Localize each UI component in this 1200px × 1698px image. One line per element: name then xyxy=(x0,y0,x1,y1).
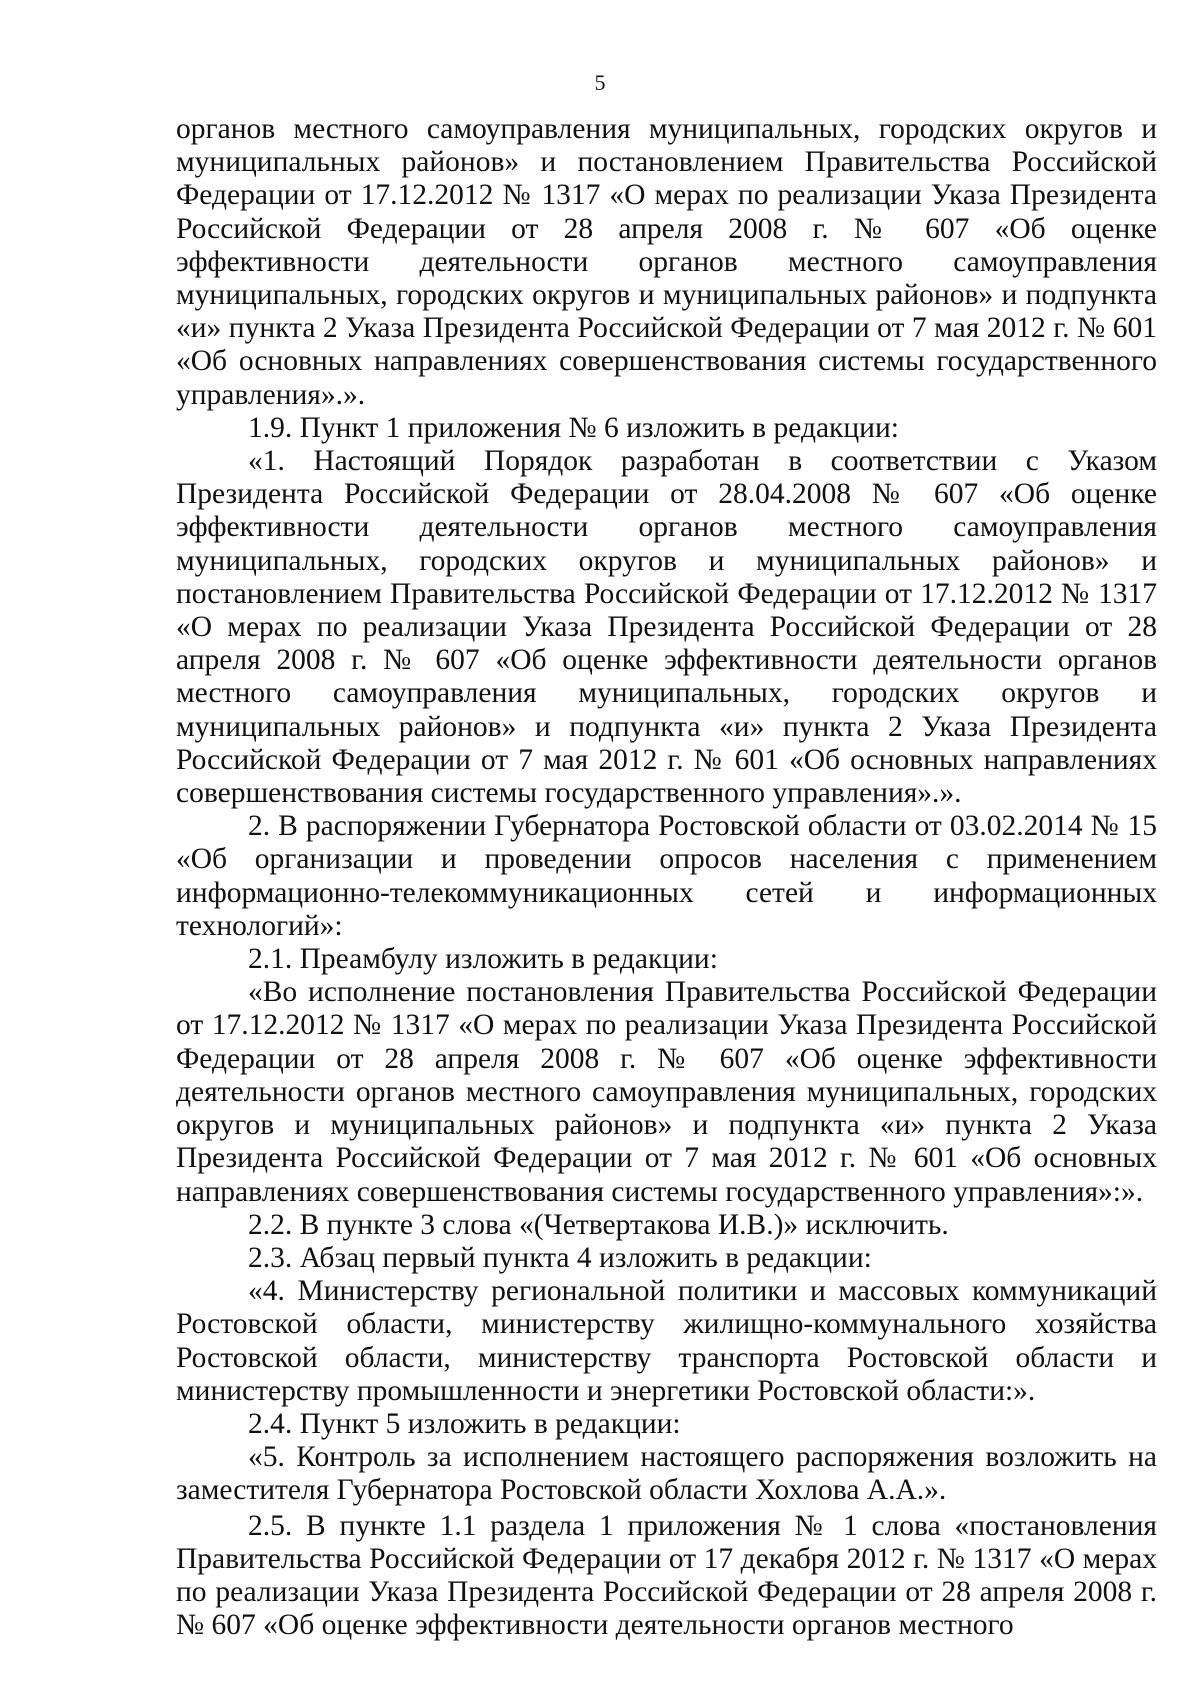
paragraph-item-2-1: 2.1. Преамбулу изложить в редакции: xyxy=(248,943,718,976)
paragraph-item-2-2: 2.2. В пункте 3 слова «(Четвертакова И.В.)» исключить. xyxy=(248,1208,949,1241)
paragraph-continuation: органов местного самоуправления муниципальных, городских округов и муниципальных районов» и постановлением Правительства Российской Федерации от 17.12.2012 № 1317 «О мерах по реализации Указа Президента Российской Федерации от 28 апреля 2008 г. № 607 «Об оценке эффективности деятельности органов местного самоуправления муниципальных, городских округов и муниципальных районов» и подпункта «и» пункта 2 Указа Президента Российской Федерации от 7 мая 2012 г. № 601 «Об основных направлениях совершенствования системы государственного управления».». xyxy=(176,113,1157,411)
page-number: 5 xyxy=(594,70,606,95)
paragraph-quoted-order-1: «1. Настоящий Порядок разработан в соответствии с Указом Президента Российской Федерации от 28.04.2008 № 607 «Об оценке эффективности деятельности органов местного самоуправления муниципальных, городских округов и муниципальных районов» и постановлением Правительства Российской Федерации от 17.12.2012 № 1317 «О мерах по реализации Указа Президента Российской Федерации от 28 апреля 2008 г. № 607 «Об оценке эффективности деятельности органов местного самоуправления муниципальных, городских округов и муниципальных районов» и подпункта «и» пункта 2 Указа Президента Российской Федерации от 7 мая 2012 г. № 601 «Об основных направлениях совершенствования системы государственного управления».». xyxy=(176,445,1157,810)
document-body xyxy=(176,113,1157,1642)
paragraph-item-2: 2. В распоряжении Губернатора Ростовской области от 03.02.2014 № 15 «Об организации и проведении опросов населения с применением информационно-телекоммуникационных сетей и информационных технологий»: xyxy=(176,810,1157,942)
paragraph-item-2-3: 2.3. Абзац первый пункта 4 изложить в редакции: xyxy=(248,1241,872,1274)
paragraph-item-2-4: 2.4. Пункт 5 изложить в редакции: xyxy=(248,1407,681,1440)
paragraph-preamble-text: «Во исполнение постановления Правительства Российской Федерации от 17.12.2012 № 1317 «О мерах по реализации Указа Президента Российской Федерации от 28 апреля 2008 г. № 607 «Об оценке эффективности деятельности органов местного самоуправления муниципальных, городских округов и муниципальных районов» и подпункта «и» пункта 2 Указа Президента Российской Федерации от 7 мая 2012 г. № 601 «Об основных направлениях совершенствования системы государственного управления»:». xyxy=(176,976,1157,1208)
paragraph-item-2-5: 2.5. В пункте 1.1 раздела 1 приложения № 1 слова «постановления Правительства Российской Федерации от 17 декабря 2012 г. № 1317 «О мерах по реализации Указа Президента Российской Федерации от 28 апреля 2008 г. № 607 «Об оценке эффективности деятельности органов местного xyxy=(176,1509,1157,1642)
paragraph-quoted-item-5: «5. Контроль за исполнением настоящего распоряжения возложить на заместителя Губернатора Ростовской области Хохлова А.А.». xyxy=(176,1441,1157,1507)
paragraph-quoted-item-4: «4. Министерству региональной политики и массовых коммуникаций Ростовской области, министерству жилищно-коммунального хозяйства Ростовской области, министерству транспорта Ростовской области и министерству промышленности и энергетики Ростовской области:». xyxy=(176,1275,1157,1407)
paragraph-item-1-9: 1.9. Пункт 1 приложения № 6 изложить в редакции: xyxy=(248,411,899,444)
